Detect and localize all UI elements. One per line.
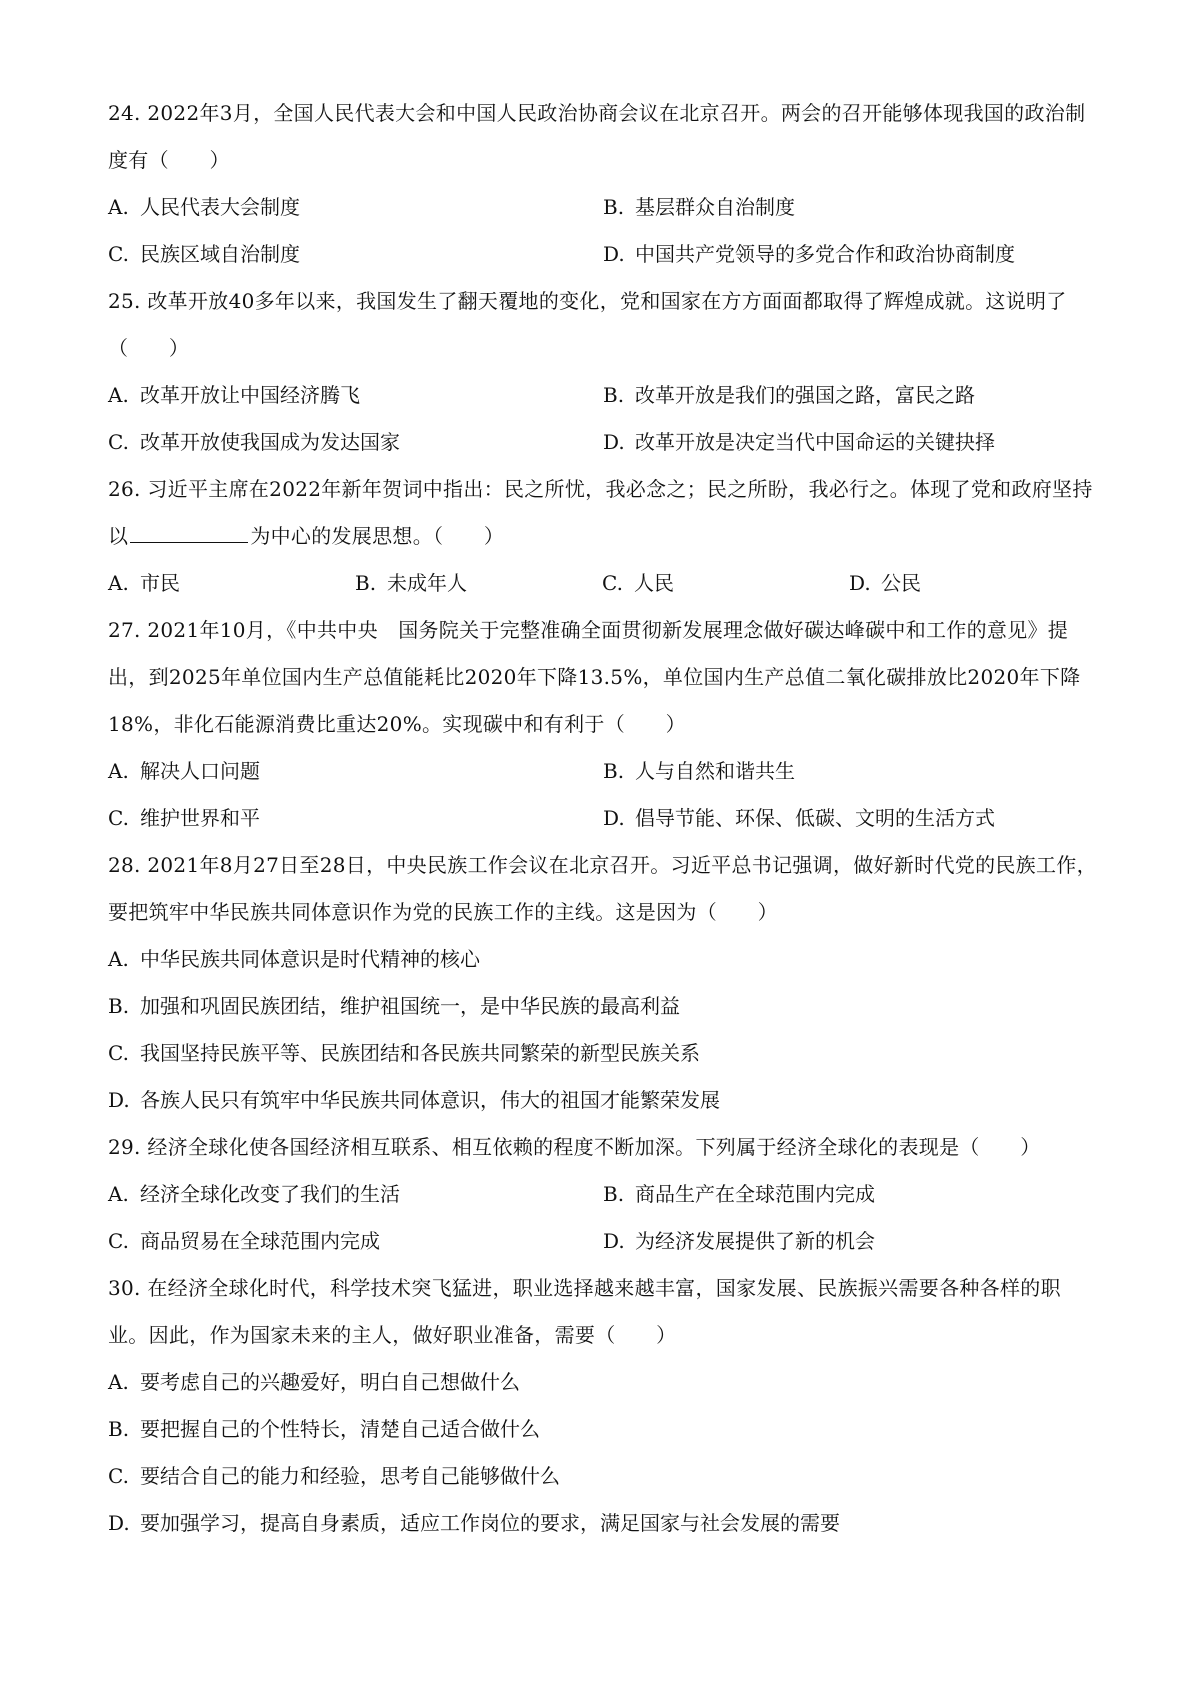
options-list — [108, 1171, 1098, 1265]
option-d — [603, 419, 1098, 466]
question-stem-before: 26. 习近平主席在2022年新年贺词中指出：民之所忧，我必念之；民之所盼，我必行之。体现了党和政府坚持以 — [108, 477, 1093, 548]
options-list — [108, 184, 1098, 278]
options-list — [108, 1359, 1098, 1547]
question-stem: 27. 2021年10月，《中共中央 国务院关于完整准确全面贯彻新发展理念做好碳达峰碳中和工作的意见》提出，到2025年单位国内生产总值能耗比2020年下降13.5%，单位国内生产总值二氧化碳排放比2020年下降18%，非化石能源消费比重达20%。实现碳中和有利于（ ） — [108, 618, 1081, 736]
option-c — [108, 1030, 1098, 1077]
option-text: 人民代表大会制度 — [140, 195, 300, 219]
option-b — [603, 184, 1098, 231]
options-list — [108, 560, 1098, 607]
option-text: 商品贸易在全球范围内完成 — [140, 1229, 380, 1253]
option-text: 改革开放使我国成为发达国家 — [140, 430, 400, 454]
exam-page — [108, 90, 1098, 1547]
option-letter: C. — [108, 242, 129, 266]
option-letter: D. — [603, 806, 625, 830]
option-letter: A. — [108, 383, 129, 407]
options-list — [108, 748, 1098, 842]
option-letter: B. — [603, 383, 625, 407]
option-letter: C. — [602, 571, 623, 595]
option-text: 公民 — [881, 571, 921, 595]
option-c — [602, 560, 849, 607]
option-b — [355, 560, 602, 607]
option-a — [108, 748, 603, 795]
question-stem: 25. 改革开放40多年以来，我国发生了翻天覆地的变化，党和国家在方方面面都取得了辉煌成就。这说明了（ ） — [108, 289, 1067, 360]
option-text: 经济全球化改变了我们的生活 — [140, 1182, 400, 1206]
option-text: 我国坚持民族平等、民族团结和各民族共同繁荣的新型民族关系 — [140, 1041, 700, 1065]
option-letter: D. — [603, 1229, 625, 1253]
option-a — [108, 1171, 603, 1218]
question-stem: 30. 在经济全球化时代，科学技术突飞猛进，职业选择越来越丰富，国家发展、民族振兴需要各种各样的职业。因此，作为国家未来的主人，做好职业准备，需要（ ） — [108, 1276, 1061, 1347]
option-letter: B. — [603, 1182, 625, 1206]
option-text: 要结合自己的能力和经验，思考自己能够做什么 — [140, 1464, 560, 1488]
question-stem: 28. 2021年8月27日至28日，中央民族工作会议在北京召开。习近平总书记强调，做好新时代党的民族工作，要把筑牢中华民族共同体意识作为党的民族工作的主线。这是因为（ ） — [108, 853, 1097, 924]
option-letter: A. — [108, 571, 129, 595]
option-b — [603, 748, 1098, 795]
option-letter: D. — [603, 430, 625, 454]
option-letter: D. — [108, 1511, 130, 1535]
question-24 — [108, 90, 1098, 278]
option-letter: A. — [108, 1182, 129, 1206]
option-text: 要把握自己的个性特长，清楚自己适合做什么 — [140, 1417, 540, 1441]
option-text: 要加强学习，提高自身素质，适应工作岗位的要求，满足国家与社会发展的需要 — [140, 1511, 840, 1535]
option-a — [108, 936, 1098, 983]
option-d — [108, 1077, 1098, 1124]
option-letter: A. — [108, 195, 129, 219]
option-letter: C. — [108, 430, 129, 454]
option-letter: C. — [108, 1041, 129, 1065]
question-27 — [108, 607, 1098, 842]
option-text: 人民 — [634, 571, 674, 595]
option-letter: A. — [108, 1370, 129, 1394]
option-b — [108, 983, 1098, 1030]
option-text: 人与自然和谐共生 — [635, 759, 795, 783]
option-text: 要考虑自己的兴趣爱好，明白自己想做什么 — [140, 1370, 520, 1394]
answer-blank — [130, 524, 248, 543]
option-letter: A. — [108, 759, 129, 783]
option-c — [108, 795, 603, 842]
option-d — [603, 1218, 1098, 1265]
question-29 — [108, 1124, 1098, 1265]
option-text: 市民 — [140, 571, 180, 595]
options-list — [108, 936, 1098, 1124]
option-letter: B. — [108, 994, 130, 1018]
option-d — [603, 795, 1098, 842]
question-stem: 24. 2022年3月，全国人民代表大会和中国人民政治协商会议在北京召开。两会的召开能够体现我国的政治制度有（ ） — [108, 101, 1086, 172]
question-26 — [108, 466, 1098, 607]
option-a — [108, 184, 603, 231]
option-text: 中华民族共同体意识是时代精神的核心 — [140, 947, 480, 971]
option-letter: B. — [108, 1417, 130, 1441]
option-letter: C. — [108, 806, 129, 830]
option-letter: C. — [108, 1464, 129, 1488]
option-text: 各族人民只有筑牢中华民族共同体意识，伟大的祖国才能繁荣发展 — [140, 1088, 720, 1112]
option-c — [108, 1453, 1098, 1500]
question-28 — [108, 842, 1098, 1124]
option-b — [108, 1406, 1098, 1453]
question-stem-after: 为中心的发展思想。（ ） — [250, 524, 505, 548]
option-b — [603, 1171, 1098, 1218]
question-stem: 29. 经济全球化使各国经济相互联系、相互依赖的程度不断加深。下列属于经济全球化的表现是（ ） — [108, 1135, 1041, 1159]
option-d — [849, 560, 1096, 607]
option-text: 为经济发展提供了新的机会 — [635, 1229, 875, 1253]
option-a — [108, 372, 603, 419]
option-a — [108, 1359, 1098, 1406]
option-c — [108, 1218, 603, 1265]
question-30 — [108, 1265, 1098, 1547]
option-c — [108, 419, 603, 466]
option-text: 基层群众自治制度 — [635, 195, 795, 219]
option-c — [108, 231, 603, 278]
option-letter: B. — [603, 195, 625, 219]
option-a — [108, 560, 355, 607]
question-stem — [108, 466, 1098, 560]
option-d — [108, 1500, 1098, 1547]
option-letter: C. — [108, 1229, 129, 1253]
option-text: 解决人口问题 — [140, 759, 260, 783]
option-text: 改革开放是决定当代中国命运的关键抉择 — [635, 430, 995, 454]
option-letter: D. — [108, 1088, 130, 1112]
option-text: 加强和巩固民族团结，维护祖国统一，是中华民族的最高利益 — [140, 994, 680, 1018]
option-d — [603, 231, 1098, 278]
option-letter: B. — [603, 759, 625, 783]
option-letter: D. — [849, 571, 871, 595]
option-text: 倡导节能、环保、低碳、文明的生活方式 — [635, 806, 995, 830]
option-text: 民族区域自治制度 — [140, 242, 300, 266]
options-list — [108, 372, 1098, 466]
option-text: 维护世界和平 — [140, 806, 260, 830]
option-letter: B. — [355, 571, 377, 595]
option-text: 中国共产党领导的多党合作和政治协商制度 — [635, 242, 1015, 266]
option-text: 未成年人 — [387, 571, 467, 595]
option-text: 改革开放让中国经济腾飞 — [140, 383, 360, 407]
option-letter: D. — [603, 242, 625, 266]
option-text: 商品生产在全球范围内完成 — [635, 1182, 875, 1206]
question-25 — [108, 278, 1098, 466]
option-b — [603, 372, 1098, 419]
option-text: 改革开放是我们的强国之路，富民之路 — [635, 383, 975, 407]
option-letter: A. — [108, 947, 129, 971]
